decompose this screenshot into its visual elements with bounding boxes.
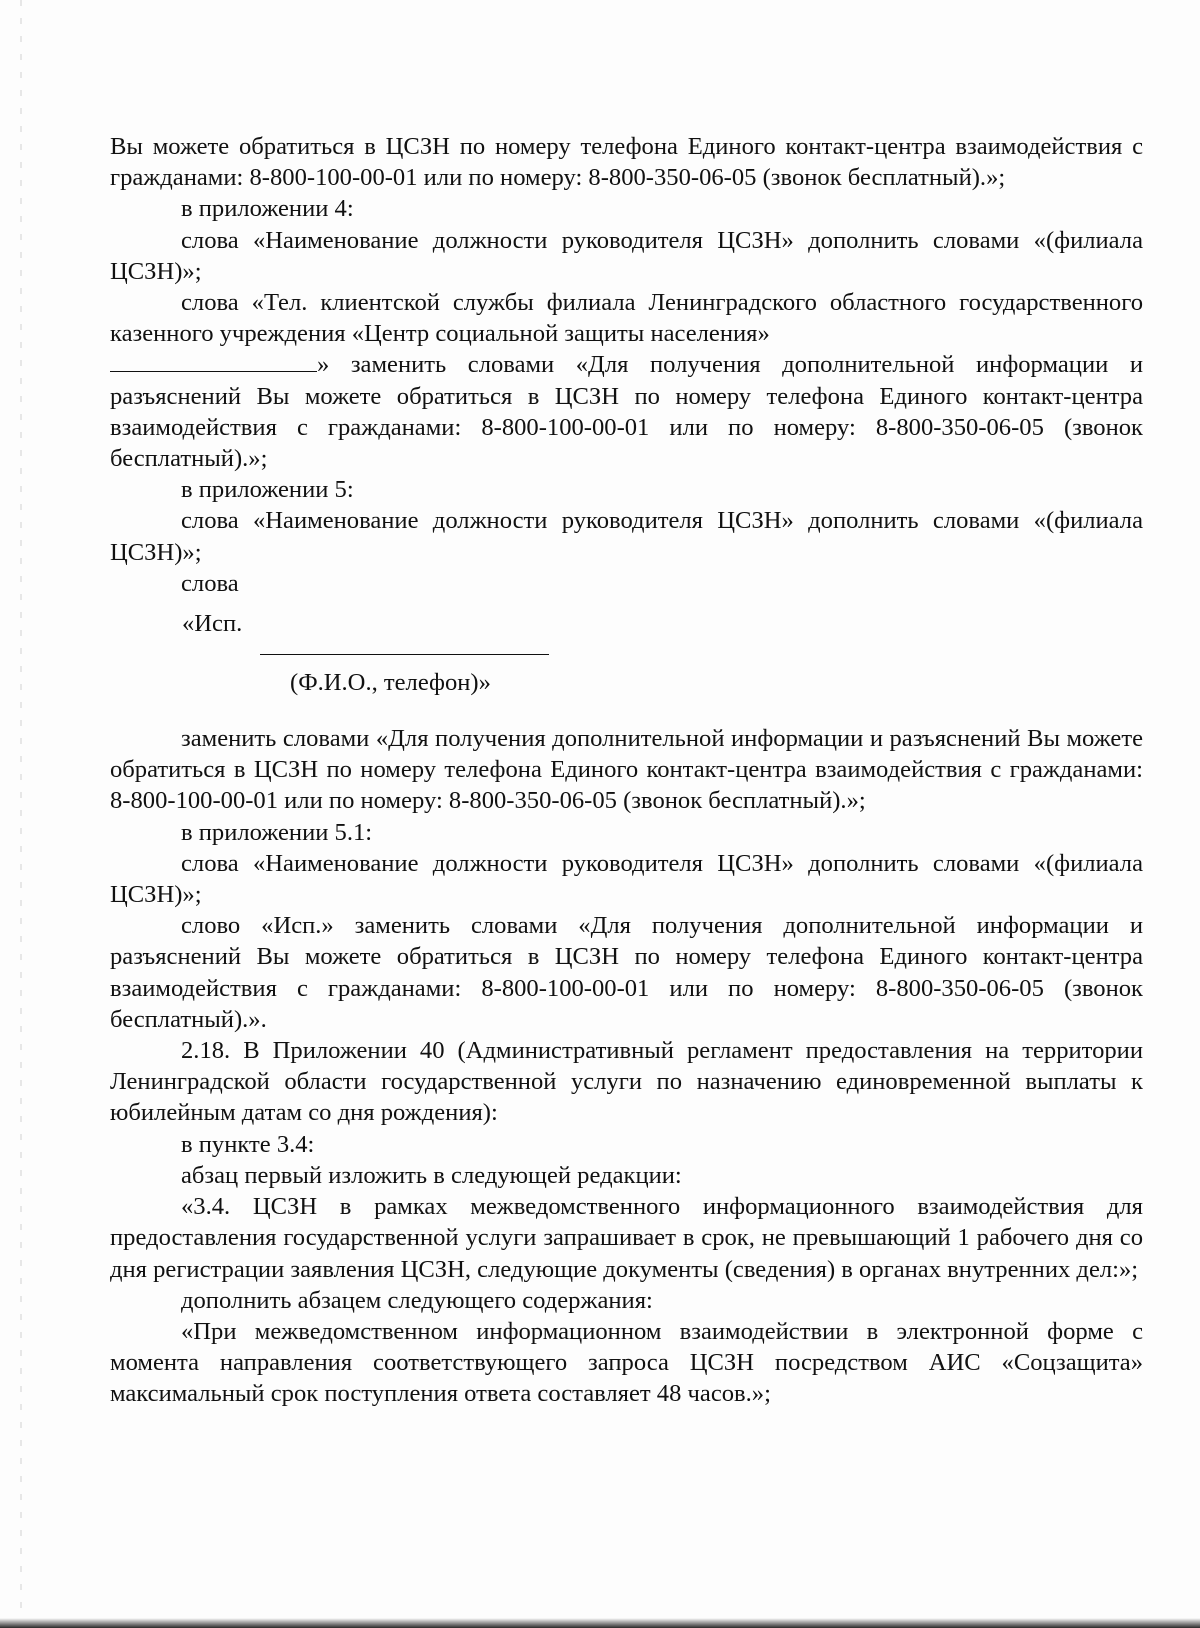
paragraph: слова «Тел. клиентской службы филиала Ленинградского областного государственного казенного учреждения «Центр социальной защиты населения» bbox=[110, 289, 1143, 348]
paragraph: абзац первый изложить в следующей редакции: bbox=[181, 1161, 682, 1189]
paragraph: слова «Наименование должности руководителя ЦСЗН» дополнить словами «(филиала ЦСЗН)»; bbox=[110, 507, 1143, 566]
scan-bottom-artifact bbox=[0, 1618, 1200, 1628]
document-body bbox=[110, 131, 1143, 1410]
signature-line bbox=[260, 654, 549, 655]
scan-edge-artifact bbox=[20, 0, 22, 1628]
paragraph: в приложении 5: bbox=[181, 476, 354, 504]
paragraph: слова «Наименование должности руководителя ЦСЗН» дополнить словами «(филиала ЦСЗН)»; bbox=[110, 226, 1143, 285]
paragraph: дополнить абзацем следующего содержания: bbox=[181, 1286, 653, 1314]
isp-label: «Исп. bbox=[182, 610, 243, 638]
signature-template-block bbox=[110, 599, 1143, 723]
paragraph: «При межведомственном информационном взаимодействии в электронной форме с момента направления соответствующего запроса ЦСЗН посредством АИС «Соцзащита» максимальный срок поступления ответа составляет 48 часов.»; bbox=[110, 1317, 1143, 1408]
paragraph: слова bbox=[181, 569, 239, 597]
paragraph: слова «Наименование должности руководителя ЦСЗН» дополнить словами «(филиала ЦСЗН)»; bbox=[110, 849, 1143, 909]
paragraph-with-blank bbox=[110, 349, 1143, 474]
paragraph: в пункте 3.4: bbox=[181, 1130, 315, 1158]
blank-line bbox=[110, 351, 317, 372]
paragraph: 2.18. В Приложении 40 (Административный регламент предоставления на территории Ленинградской области государственной услуги по назначению единовременной выплаты к юбилейным датам со дня рождения): bbox=[110, 1037, 1143, 1127]
isp-caption: (Ф.И.О., телефон)» bbox=[290, 669, 491, 697]
paragraph-text: » заменить словами «Для получения дополнительной информации и разъяснений Вы можете обратиться в ЦСЗН по номеру телефона Единого контакт-центра взаимодействия с гражданами: 8-800-100-00-01 или по номеру: 8-800-350-06-05 (звонок бесплатный).»; bbox=[110, 351, 1143, 473]
paragraph: «3.4. ЦСЗН в рамках межведомственного информационного взаимодействия для предоставления государственной услуги запрашивает в срок, не превышающий 1 рабочего дня со дня регистрации заявления ЦСЗН, следующие документы (сведения) в органах внутренних дел:»; bbox=[110, 1193, 1143, 1283]
paragraph: заменить словами «Для получения дополнительной информации и разъяснений Вы можете обратиться в ЦСЗН по номеру телефона Единого контакт-центра взаимодействия с гражданами: 8-800-100-00-01 или по номеру: 8-800-350-06-05 (звонок бесплатный).»; bbox=[110, 725, 1143, 815]
paragraph: в приложении 5.1: bbox=[181, 818, 373, 846]
paragraph: Вы можете обратиться в ЦСЗН по номеру телефона Единого контакт-центра взаимодействия с гражданами: 8-800-100-00-01 или по номеру: 8-800-350-06-05 (звонок бесплатный).»; bbox=[110, 133, 1143, 192]
paragraph: слово «Исп.» заменить словами «Для получения дополнительной информации и разъяснений Вы можете обратиться в ЦСЗН по номеру телефона Единого контакт-центра взаимодействия с гражданами: 8-800-100-00-01 или по номеру: 8-800-350-06-05 (звонок бесплатный).». bbox=[110, 912, 1143, 1033]
paragraph: в приложении 4: bbox=[181, 195, 354, 223]
